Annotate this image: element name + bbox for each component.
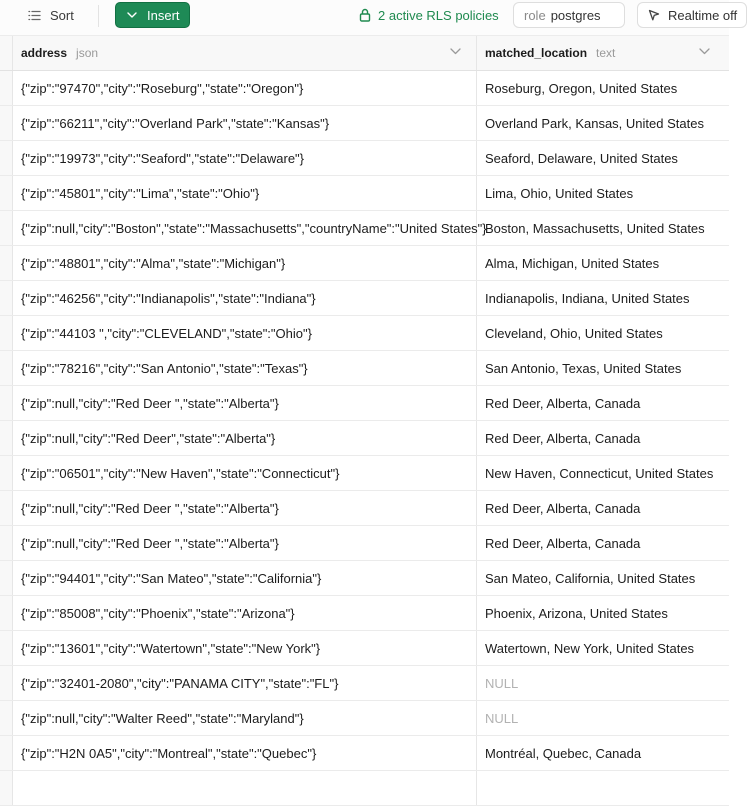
cell-address[interactable]: {"zip":"13601","city":"Watertown","state":"New York"} (13, 631, 477, 665)
table-row[interactable] (0, 386, 729, 421)
cell-matched-location[interactable]: Watertown, New York, United States (485, 640, 695, 656)
table-row[interactable] (0, 561, 729, 596)
cell-address[interactable]: {"zip":"85008","city":"Phoenix","state":"Arizona"} (13, 596, 477, 630)
row-gutter (0, 176, 13, 210)
cell-matched-location[interactable]: Roseburg, Oregon, United States (485, 80, 678, 96)
cell-matched-location[interactable]: San Antonio, Texas, United States (485, 360, 682, 376)
cell-matched-location[interactable]: Indianapolis, Indiana, United States (485, 290, 690, 306)
column-type: json (76, 46, 99, 60)
table-row[interactable] (0, 106, 729, 141)
table-row[interactable] (0, 666, 729, 701)
row-gutter (0, 771, 13, 805)
cell-address[interactable]: {"zip":"19973","city":"Seaford","state":"Delaware"} (13, 141, 477, 175)
realtime-label: Realtime off (668, 7, 738, 23)
table-row[interactable] (0, 736, 729, 771)
row-gutter (0, 596, 13, 630)
cell-address[interactable]: {"zip":"44103 ","city":"CLEVELAND","state":"Ohio"} (13, 316, 477, 350)
cell-address[interactable] (13, 771, 477, 805)
cell-address[interactable]: {"zip":"46256","city":"Indianapolis","state":"Indiana"} (13, 281, 477, 315)
toolbar-divider (98, 5, 99, 27)
cell-address[interactable]: {"zip":null,"city":"Red Deer ","state":"Alberta"} (13, 386, 477, 420)
grid-header (0, 36, 729, 71)
table-row[interactable] (0, 141, 729, 176)
cell-matched-location[interactable] (477, 771, 729, 805)
row-gutter (0, 386, 13, 420)
cell-matched-location[interactable]: Phoenix, Arizona, United States (485, 605, 668, 621)
sort-label: Sort (50, 7, 74, 23)
cell-matched-location[interactable]: NULL (485, 675, 519, 691)
sort-icon (28, 10, 41, 21)
cell-address[interactable]: {"zip":"66211","city":"Overland Park","state":"Kansas"} (13, 106, 477, 140)
column-name: address (21, 46, 68, 60)
cell-address[interactable]: {"zip":"97470","city":"Roseburg","state":"Oregon"} (13, 71, 477, 105)
cell-address[interactable]: {"zip":null,"city":"Walter Reed","state":"Maryland"} (13, 701, 477, 735)
cell-address[interactable]: {"zip":null,"city":"Red Deer ","state":"Alberta"} (13, 491, 477, 525)
row-gutter (0, 666, 13, 700)
row-gutter (0, 246, 13, 280)
cell-matched-location[interactable]: Lima, Ohio, United States (485, 185, 634, 201)
row-gutter (0, 211, 13, 245)
role-prefix: role (524, 7, 546, 23)
column-type: text (596, 46, 616, 60)
realtime-toggle[interactable] (637, 2, 747, 28)
row-gutter (0, 351, 13, 385)
table-row[interactable] (0, 526, 729, 561)
table-row[interactable] (0, 491, 729, 526)
cell-matched-location[interactable]: Red Deer, Alberta, Canada (485, 535, 641, 551)
row-gutter (0, 631, 13, 665)
cell-matched-location[interactable]: Montréal, Quebec, Canada (485, 745, 642, 761)
column-header-address[interactable] (13, 36, 477, 70)
row-gutter (0, 106, 13, 140)
row-gutter (0, 526, 13, 560)
row-gutter (0, 491, 13, 525)
rls-label: 2 active RLS policies (378, 7, 499, 23)
role-value: postgres (550, 7, 601, 23)
cell-address[interactable]: {"zip":"32401-2080","city":"PANAMA CITY","state":"FL"} (13, 666, 477, 700)
rls-policies-link[interactable] (359, 0, 499, 30)
chevron-down-icon[interactable] (699, 48, 710, 55)
chevron-down-icon[interactable] (450, 48, 461, 55)
cell-address[interactable]: {"zip":"45801","city":"Lima","state":"Ohio"} (13, 176, 477, 210)
row-gutter (0, 36, 13, 70)
column-header-matched-location[interactable] (477, 36, 729, 70)
row-gutter (0, 141, 13, 175)
cell-matched-location[interactable]: Cleveland, Ohio, United States (485, 325, 663, 341)
cursor-icon (648, 9, 660, 22)
table-row[interactable] (0, 211, 729, 246)
cell-matched-location[interactable]: Boston, Massachusetts, United States (485, 220, 705, 236)
cell-address[interactable]: {"zip":"06501","city":"New Haven","state":"Connecticut"} (13, 456, 477, 490)
cell-address[interactable]: {"zip":null,"city":"Red Deer","state":"Alberta"} (13, 421, 477, 455)
row-gutter (0, 71, 13, 105)
cell-address[interactable]: {"zip":null,"city":"Red Deer ","state":"Alberta"} (13, 526, 477, 560)
row-gutter (0, 421, 13, 455)
cell-address[interactable]: {"zip":"H2N 0A5","city":"Montreal","state":"Quebec"} (13, 736, 477, 770)
insert-label: Insert (147, 7, 180, 23)
cell-matched-location[interactable]: NULL (485, 710, 519, 726)
table-row[interactable] (0, 596, 729, 631)
cell-matched-location[interactable]: Seaford, Delaware, United States (485, 150, 678, 166)
table-row[interactable] (0, 71, 729, 106)
cell-address[interactable]: {"zip":"48801","city":"Alma","state":"Michigan"} (13, 246, 477, 280)
cell-matched-location[interactable]: Red Deer, Alberta, Canada (485, 395, 641, 411)
cell-address[interactable]: {"zip":"78216","city":"San Antonio","state":"Texas"} (13, 351, 477, 385)
table-row[interactable] (0, 316, 729, 351)
sort-button[interactable] (28, 0, 74, 30)
lock-icon (359, 8, 371, 22)
row-gutter (0, 456, 13, 490)
table-row[interactable] (0, 281, 729, 316)
table-row[interactable] (0, 771, 729, 806)
table-row[interactable] (0, 176, 729, 211)
row-gutter (0, 736, 13, 770)
row-gutter (0, 281, 13, 315)
insert-button[interactable] (115, 2, 190, 28)
row-gutter (0, 561, 13, 595)
cell-matched-location[interactable]: Alma, Michigan, United States (485, 255, 660, 271)
cell-matched-location[interactable]: New Haven, Connecticut, United States (485, 465, 714, 481)
table-row[interactable] (0, 351, 729, 386)
row-gutter (0, 701, 13, 735)
cell-matched-location[interactable]: Red Deer, Alberta, Canada (485, 500, 641, 516)
chevron-down-icon (127, 12, 137, 18)
cell-matched-location[interactable]: San Mateo, California, United States (485, 570, 696, 586)
column-name: matched_location (485, 46, 588, 60)
row-gutter (0, 316, 13, 350)
table-row[interactable] (0, 701, 729, 736)
cell-matched-location[interactable]: Overland Park, Kansas, United States (485, 115, 704, 131)
table-row[interactable] (0, 421, 729, 456)
table-row[interactable] (0, 456, 729, 491)
cell-address[interactable]: {"zip":"94401","city":"San Mateo","state":"California"} (13, 561, 477, 595)
cell-address[interactable]: {"zip":null,"city":"Boston","state":"Massachusetts","countryName":"United States"} (13, 211, 477, 245)
table-toolbar (0, 0, 738, 36)
role-selector[interactable] (513, 2, 625, 28)
table-row[interactable] (0, 631, 729, 666)
cell-matched-location[interactable]: Red Deer, Alberta, Canada (485, 430, 641, 446)
table-row[interactable] (0, 246, 729, 281)
